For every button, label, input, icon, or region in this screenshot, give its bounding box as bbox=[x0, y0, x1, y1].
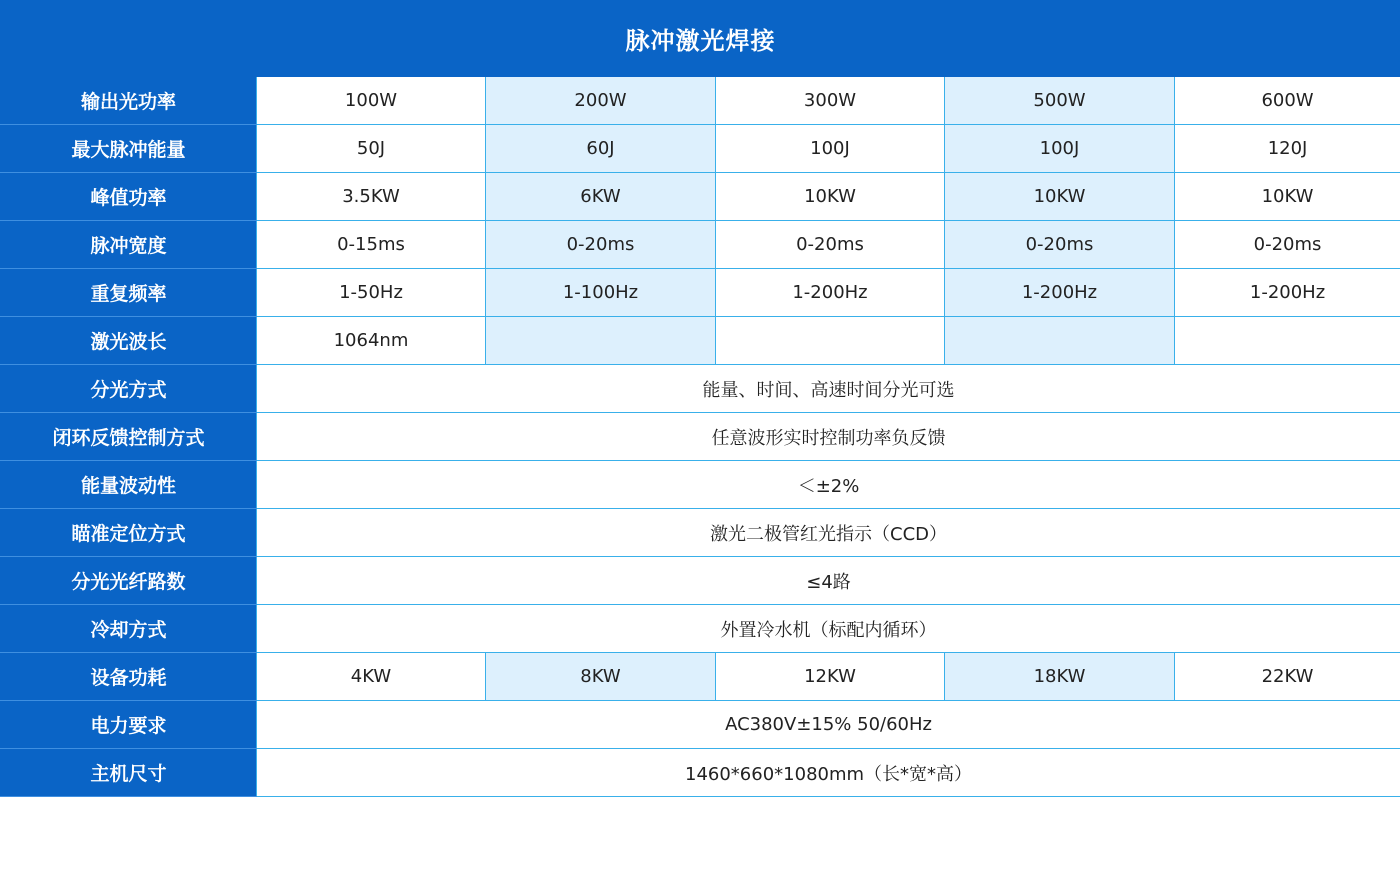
table-row bbox=[1, 653, 1400, 701]
cell-value: 10KW bbox=[716, 173, 945, 221]
cell-value: 0-20ms bbox=[716, 221, 945, 269]
cell-value: 18KW bbox=[945, 653, 1175, 701]
cell-value: 100W bbox=[257, 77, 486, 125]
table-row bbox=[1, 461, 1400, 509]
cell-value: 100J bbox=[945, 125, 1175, 173]
row-label: 激光波长 bbox=[1, 317, 257, 365]
title-row bbox=[1, 1, 1400, 77]
cell-value: 60J bbox=[486, 125, 716, 173]
cell-value: 1-200Hz bbox=[945, 269, 1175, 317]
cell-value: 1-50Hz bbox=[257, 269, 486, 317]
cell-value: 0-15ms bbox=[257, 221, 486, 269]
cell-value-merged: 能量、时间、高速时间分光可选 bbox=[257, 365, 1400, 413]
cell-value: 1064nm bbox=[257, 317, 486, 365]
table-row bbox=[1, 605, 1400, 653]
cell-value-merged: 1460*660*1080mm（长*宽*高） bbox=[257, 749, 1400, 797]
table-row bbox=[1, 173, 1400, 221]
row-label: 峰值功率 bbox=[1, 173, 257, 221]
cell-value: 1-200Hz bbox=[1175, 269, 1400, 317]
cell-value: 600W bbox=[1175, 77, 1400, 125]
row-label: 冷却方式 bbox=[1, 605, 257, 653]
row-label: 设备功耗 bbox=[1, 653, 257, 701]
table-row bbox=[1, 749, 1400, 797]
row-label: 脉冲宽度 bbox=[1, 221, 257, 269]
table-row bbox=[1, 269, 1400, 317]
table-row bbox=[1, 509, 1400, 557]
cell-value: 0-20ms bbox=[945, 221, 1175, 269]
cell-value bbox=[945, 317, 1175, 365]
table-row bbox=[1, 125, 1400, 173]
row-label: 分光光纤路数 bbox=[1, 557, 257, 605]
row-label: 能量波动性 bbox=[1, 461, 257, 509]
cell-value: 300W bbox=[716, 77, 945, 125]
cell-value: 200W bbox=[486, 77, 716, 125]
row-label: 重复频率 bbox=[1, 269, 257, 317]
cell-value: 8KW bbox=[486, 653, 716, 701]
cell-value bbox=[1175, 317, 1400, 365]
cell-value bbox=[716, 317, 945, 365]
table-row bbox=[1, 701, 1400, 749]
cell-value: 1-100Hz bbox=[486, 269, 716, 317]
table-row bbox=[1, 77, 1400, 125]
table-row bbox=[1, 557, 1400, 605]
cell-value-merged: AC380V±15% 50/60Hz bbox=[257, 701, 1400, 749]
cell-value-merged: 激光二极管红光指示（CCD） bbox=[257, 509, 1400, 557]
row-label: 闭环反馈控制方式 bbox=[1, 413, 257, 461]
cell-value: 0-20ms bbox=[486, 221, 716, 269]
table-title: 脉冲激光焊接 bbox=[1, 1, 1400, 77]
cell-value: 50J bbox=[257, 125, 486, 173]
cell-value: 4KW bbox=[257, 653, 486, 701]
row-label: 分光方式 bbox=[1, 365, 257, 413]
table-row bbox=[1, 365, 1400, 413]
row-label: 瞄准定位方式 bbox=[1, 509, 257, 557]
cell-value: 10KW bbox=[945, 173, 1175, 221]
table-row bbox=[1, 413, 1400, 461]
cell-value-merged: 任意波形实时控制功率负反馈 bbox=[257, 413, 1400, 461]
row-label: 输出光功率 bbox=[1, 77, 257, 125]
cell-value: 120J bbox=[1175, 125, 1400, 173]
cell-value bbox=[486, 317, 716, 365]
cell-value: 3.5KW bbox=[257, 173, 486, 221]
cell-value: 12KW bbox=[716, 653, 945, 701]
cell-value: 10KW bbox=[1175, 173, 1400, 221]
cell-value: 1-200Hz bbox=[716, 269, 945, 317]
cell-value: 22KW bbox=[1175, 653, 1400, 701]
cell-value-merged: ≤4路 bbox=[257, 557, 1400, 605]
row-label: 电力要求 bbox=[1, 701, 257, 749]
row-label: 最大脉冲能量 bbox=[1, 125, 257, 173]
cell-value: 6KW bbox=[486, 173, 716, 221]
cell-value: 0-20ms bbox=[1175, 221, 1400, 269]
cell-value: 500W bbox=[945, 77, 1175, 125]
table-row bbox=[1, 317, 1400, 365]
cell-value: 100J bbox=[716, 125, 945, 173]
cell-value-merged: ＜±2% bbox=[257, 461, 1400, 509]
table-row bbox=[1, 221, 1400, 269]
cell-value-merged: 外置冷水机（标配内循环） bbox=[257, 605, 1400, 653]
row-label: 主机尺寸 bbox=[1, 749, 257, 797]
